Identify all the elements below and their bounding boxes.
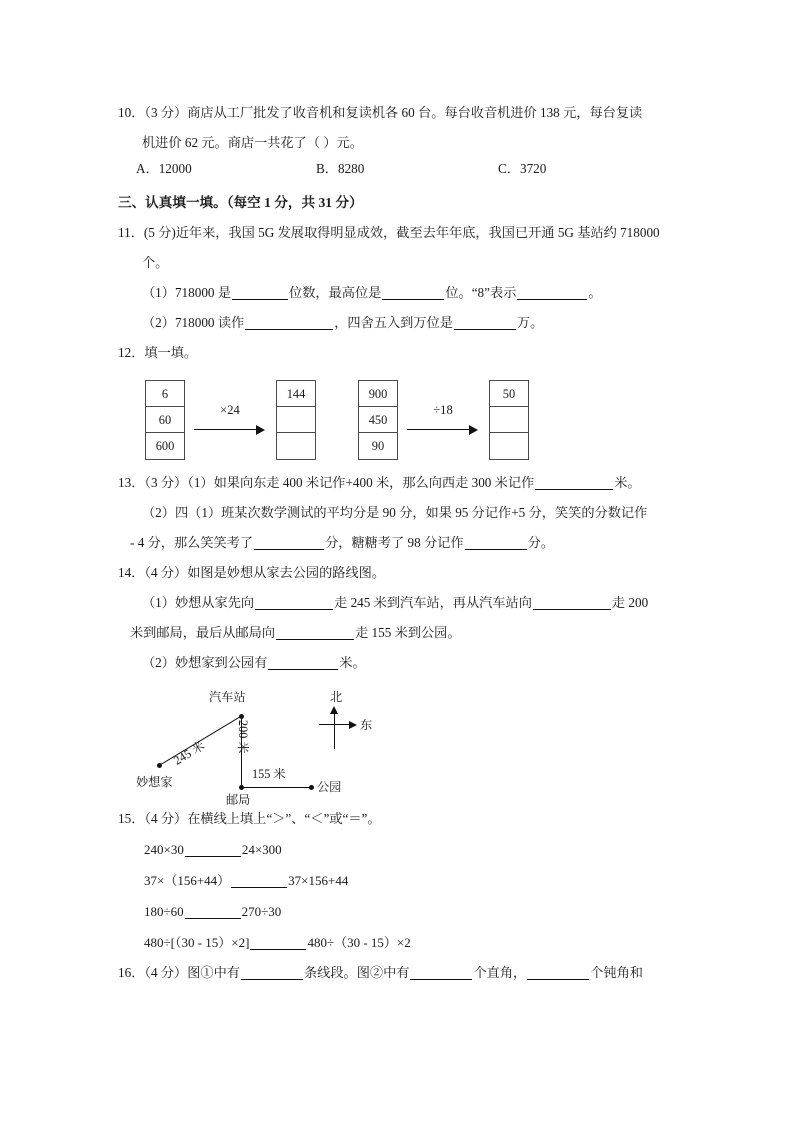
question-13-line-2: （2）四（1）班某次数学测试的平均分是 90 分，如果 95 分记作+5 分，笑笑的分数记作 [142,505,648,520]
q12-group2-input-table [358,380,398,460]
q14-sub1-l2-text-b: 走 155 米到公园。 [355,625,461,640]
question-16-line-1 [118,958,680,988]
q16-blank-1[interactable] [241,964,303,980]
question-15-row-4 [118,927,680,958]
question-12-diagram [118,372,680,468]
q15-blank-3[interactable] [185,903,241,919]
compass-label-north: 北 [330,690,343,704]
map-label-home: 妙想家 [136,775,173,789]
q12-g1-in-cell-1: 6 [146,381,184,407]
map-edge-label-155: 155 米 [252,767,286,781]
q12-g2-in-cell-1: 900 [359,381,397,407]
q11-blank-1[interactable] [232,284,288,300]
q12-group1-arrow [192,405,268,439]
question-13-line-1 [118,468,680,498]
q12-group2-output-table[interactable] [489,380,529,460]
question-10-options [118,158,680,184]
q14-sub1-l2-text-a: 米到邮局，最后从邮局向 [130,625,276,640]
map-edge-label-245: 245 米 [171,738,207,768]
question-14 [118,558,680,678]
q12-g1-in-cell-2: 60 [146,407,184,433]
map-edge-post-office-to-park [241,787,311,788]
q12-g2-out-cell-2[interactable] [490,407,528,433]
arrow-head-icon [256,425,265,435]
q14-sub2-text-a: （2）妙想家到公园有 [142,655,268,670]
q12-group2-arrow [405,405,481,439]
q13-line1-text-a: 13．（3 分）（1）如果向东走 400 米记作+400 米，那么向西走 300 米记作 [118,475,535,490]
q14-sub1-text-a: （1）妙想从家先向 [142,595,255,610]
q15-row4-left: 480÷[（30 - 15）×2] [144,935,250,950]
q12-group1-output-table[interactable] [276,380,316,460]
question-14-route-map [118,684,680,807]
question-11-line-1: 11．(5 分)近年来，我国 5G 发展取得明显成效，截至去年年底，我国已开通 5G 基站约 718000 [118,225,660,240]
q13-line3-text-b: 分，糖糖考了 98 分记作 [325,535,464,550]
map-label-post-office: 邮局 [226,793,251,807]
map-label-park: 公园 [317,780,342,794]
option-a[interactable]: A．12000 [136,161,192,176]
map-node-dot-post-office [239,785,244,790]
question-15-row-3 [118,896,680,927]
q11-sub1-text-c: 位。“8”表示 [445,285,517,300]
arrow-shaft-icon [407,429,471,430]
section-3-heading: 三、认真填一填。（每空 1 分，共 31 分） [118,195,363,210]
q14-sub1-text-b: 走 245 米到汽车站，再从汽车站向 [334,595,532,610]
question-12 [118,338,680,368]
q16-blank-2[interactable] [410,964,472,980]
q11-sub1-text-a: （1）718000 是 [142,285,232,300]
question-10-line-2: 机进价 62 元。商店一共花了（ ）元。 [142,135,363,150]
q14-blank-2[interactable] [533,594,611,610]
question-12-title: 12．填一填。 [118,345,198,360]
q15-row1-left: 240×30 [144,842,184,857]
q13-line3-text-c: 分。 [527,535,554,550]
q15-row3-left: 180÷60 [144,904,184,919]
q15-blank-4[interactable] [250,934,306,950]
map-node-dot-park [309,785,314,790]
question-14-sub-2 [118,648,680,678]
question-14-sub-1-line-2 [118,618,680,648]
q15-row3-right: 270÷30 [241,904,282,919]
question-11-sub-1 [118,278,680,308]
q12-g2-in-cell-2: 450 [359,407,397,433]
question-11-line-2: 个。 [142,255,169,270]
compass-vertical-axis-icon [334,713,335,749]
option-c[interactable]: C．3720 [498,161,547,176]
q16-text-b: 条线段。图②中有 [303,965,410,980]
q13-blank-3[interactable] [465,534,527,550]
q12-g1-in-cell-3: 600 [155,439,175,453]
question-13 [118,468,680,558]
q15-row2-left: 37×（156+44） [144,873,231,888]
q11-blank-4[interactable] [245,314,333,330]
q12-g1-out-cell-2[interactable] [277,407,315,433]
q11-sub2-text-a: （2）718000 读作 [142,315,245,330]
q14-sub2-text-b: 米。 [339,655,366,670]
q13-line1-text-b: 米。 [614,475,641,490]
question-11-sub-2 [118,308,680,338]
question-15-title: 15．（4 分）在横线上填上“＞”、“＜”或“＝”。 [118,811,381,826]
q14-blank-3[interactable] [276,624,354,640]
question-10-line-1: 10．（3 分）商店从工厂批发了收音机和复读机各 60 台。每台收音机进价 138 元，每台复读 [118,105,643,120]
question-14-title: 14．（4 分）如图是妙想从家去公园的路线图。 [118,565,386,580]
q11-blank-5[interactable] [454,314,516,330]
question-16 [118,958,680,988]
q16-text-d: 个钝角和 [590,965,643,980]
arrow-head-icon [469,425,478,435]
q11-blank-2[interactable] [382,284,444,300]
q12-group2-operator: ÷18 [433,403,453,417]
compass-horizontal-axis-icon [319,724,349,725]
question-11 [118,218,680,338]
q15-row1-right: 24×300 [241,842,282,857]
question-10 [118,98,680,158]
map-edge-label-200: 200 米 [236,720,250,754]
q12-group1-operator: ×24 [220,403,240,417]
q15-row2-right: 37×156+44 [288,873,349,888]
q14-blank-1[interactable] [255,594,333,610]
option-b[interactable]: B．8280 [316,161,365,176]
arrow-shaft-icon [194,429,258,430]
map-node-dot-home [157,763,162,768]
q15-blank-1[interactable] [185,841,241,857]
q11-sub2-text-c: 万。 [516,315,544,330]
q12-g2-in-cell-3: 90 [371,439,385,453]
map-node-dot-bus-station [239,714,244,719]
q14-sub1-text-c: 走 200 [611,595,649,610]
question-13-line-3 [118,528,680,558]
q12-g1-out-cell-1: 144 [277,381,315,407]
q12-g2-out-cell-3[interactable] [490,433,528,459]
compass-east-arrow-icon [349,721,357,729]
q15-blank-2[interactable] [231,872,287,888]
q11-blank-3[interactable] [517,284,587,300]
question-15-row-1 [118,834,680,865]
q11-sub2-text-b: ，四舍五入到万位是 [334,315,453,330]
map-label-bus-station: 汽车站 [209,690,246,704]
q12-g1-out-cell-3[interactable] [277,433,315,459]
exam-content [118,98,680,988]
q15-row4-right: 480÷（30 - 15）×2 [307,935,411,950]
question-15-row-2 [118,865,680,896]
q16-text-c: 个直角， [473,965,527,980]
q12-g2-out-cell-1: 50 [490,381,528,407]
q11-sub1-text-d: 。 [588,285,602,300]
compass-label-east: 东 [360,718,373,732]
q16-blank-3[interactable] [527,964,589,980]
q13-blank-1[interactable] [535,474,613,490]
q11-sub1-text-b: 位数，最高位是 [289,285,382,300]
q16-text-a: 16．（4 分）图①中有 [118,965,240,980]
q12-group1-input-table [145,380,185,460]
q13-blank-2[interactable] [254,534,324,550]
q13-line3-text-a: - 4 分，那么笑笑考了 [130,535,254,550]
question-15 [118,804,680,834]
question-14-sub-1 [118,588,680,618]
q14-blank-4[interactable] [268,654,338,670]
